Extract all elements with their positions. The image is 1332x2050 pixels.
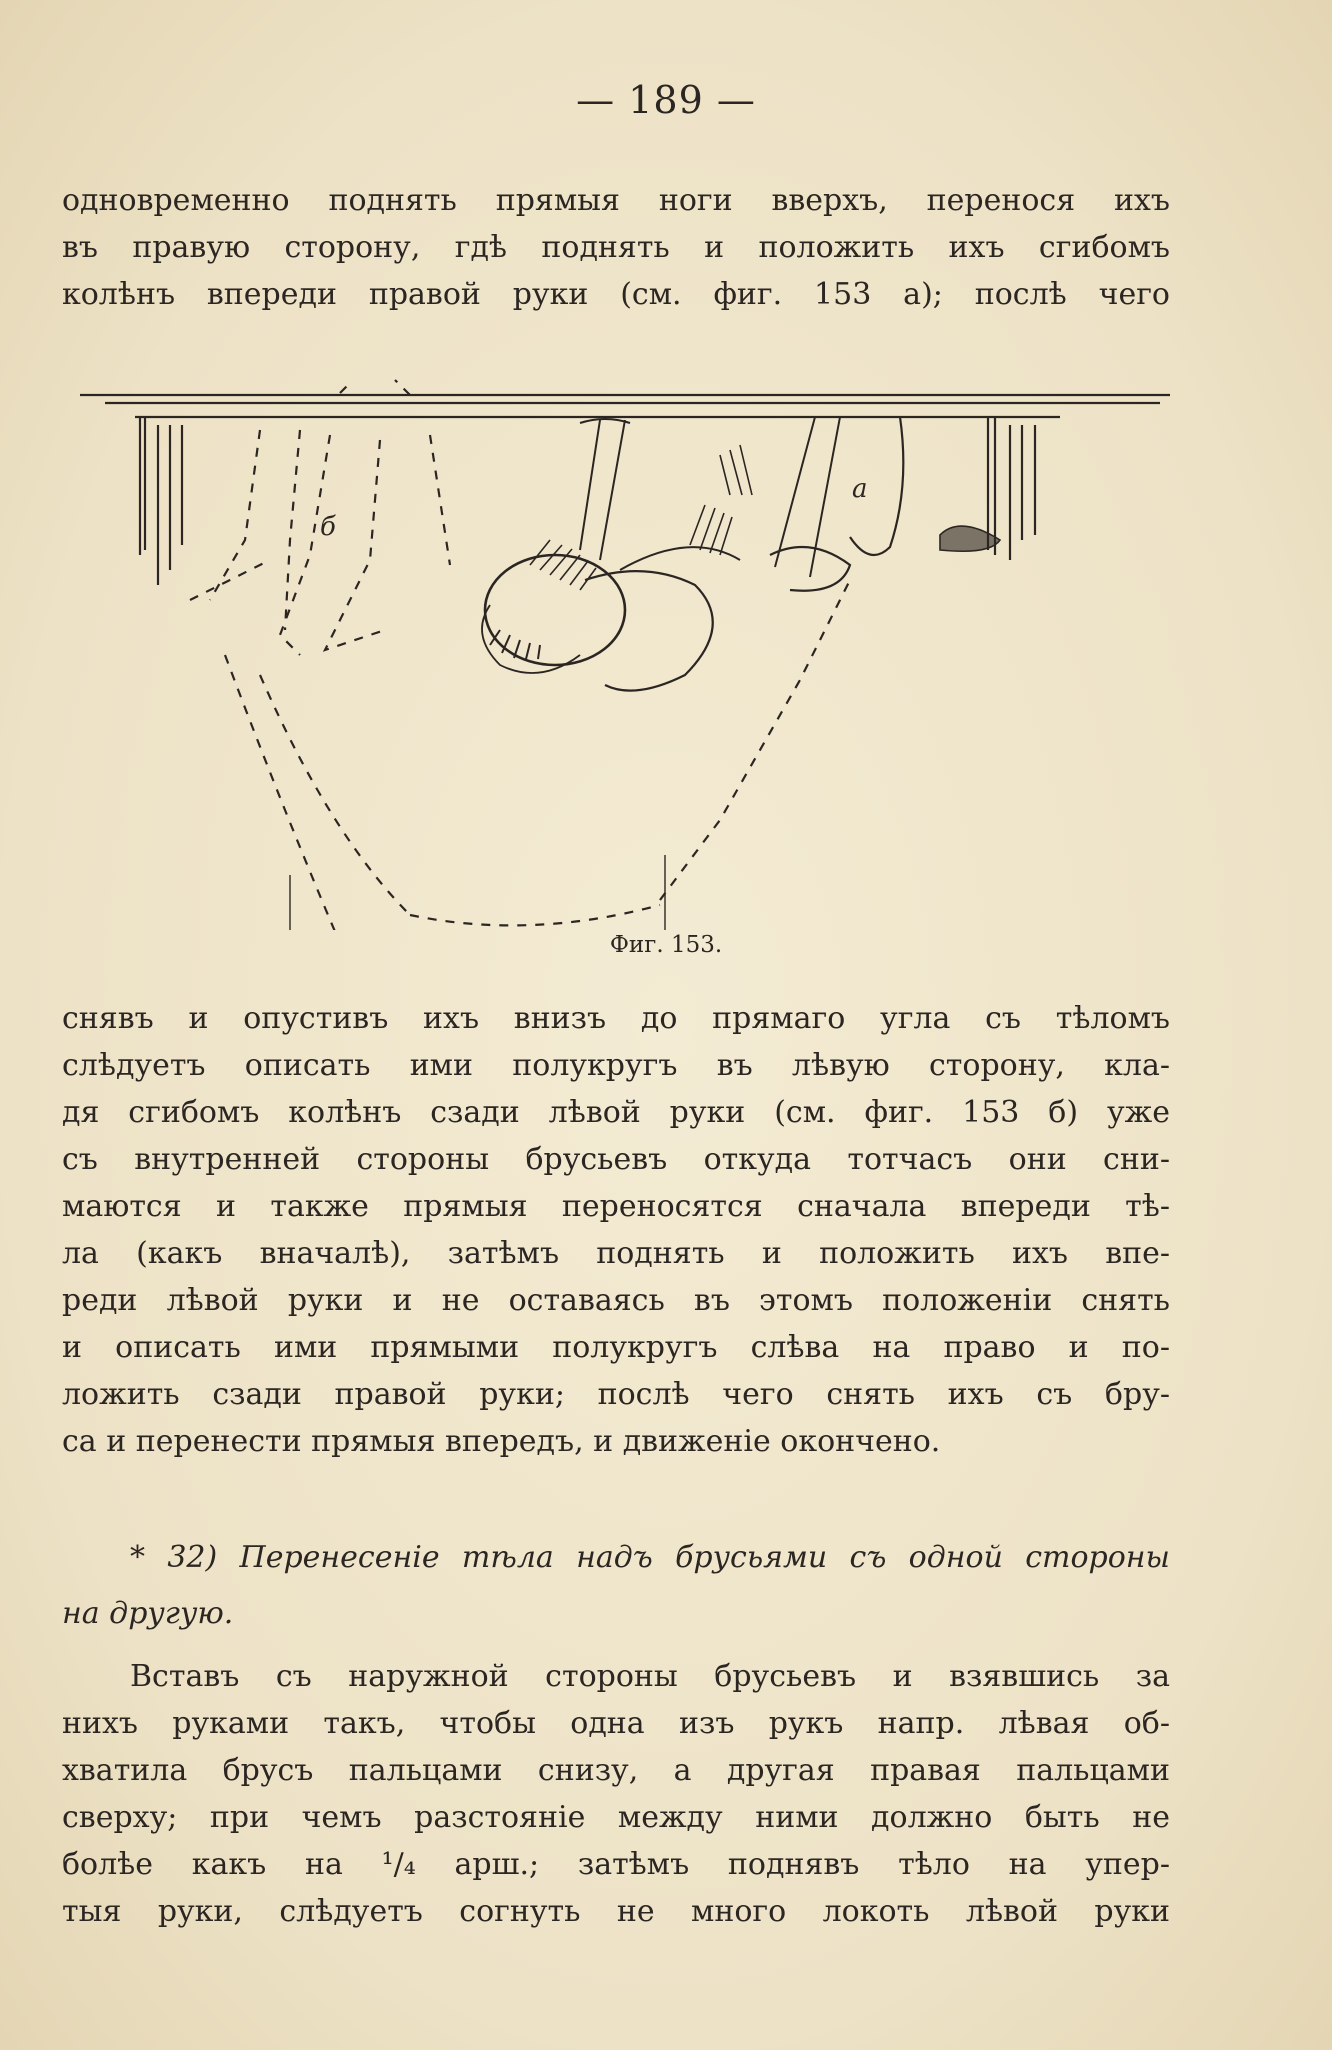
heading-line: * 32) Перенесенiе тѣла надъ брусьями съ одной стороны: [130, 1540, 1170, 1575]
text-line: съ внутренней стороны брусьевъ откуда тотчасъ они сни-: [62, 1142, 1170, 1177]
heading-line: на другую.: [62, 1596, 234, 1631]
text-line: колѣнъ впереди правой руки (см. фиг. 153 а); послѣ чего: [62, 277, 1170, 312]
text-line: слѣдуетъ описать ими полукругъ въ лѣвую сторону, кла-: [62, 1048, 1170, 1083]
text-line: са и перенести прямыя впередъ, и движенiе окончено.: [62, 1424, 941, 1459]
text-line: дя сгибомъ колѣнъ сзади лѣвой руки (см. фиг. 153 б) уже: [62, 1095, 1170, 1130]
text-line: маются и также прямыя переносятся сначала впереди тѣ-: [62, 1189, 1170, 1224]
section-heading: [62, 1530, 1170, 1642]
text-line: Вставъ съ наружной стороны брусьевъ и взявшись за: [130, 1659, 1170, 1694]
text-line: реди лѣвой руки и не оставаясь въ этомъ положенiи снять: [62, 1283, 1170, 1318]
paragraph-1: [62, 177, 1170, 318]
text-line: тыя руки, слѣдуетъ согнуть не много локоть лѣвой руки: [62, 1894, 1170, 1929]
figure-label-a: а: [852, 474, 868, 504]
text-line: сверху; при чемъ разстоянiе между ними должно быть не: [62, 1800, 1170, 1835]
text-line: нихъ руками такъ, чтобы одна изъ рукъ напр. лѣвая об-: [62, 1706, 1170, 1741]
text-line: хватила брусъ пальцами снизу, а другая правая пальцами: [62, 1753, 1170, 1788]
text-line: и описать ими прямыми полукругъ слѣва на право и по-: [62, 1330, 1170, 1365]
figure-label-b: б: [320, 512, 336, 542]
page-number: — 189 —: [576, 78, 756, 122]
gymnast-on-parallel-bars-drawing: [80, 355, 1180, 930]
paragraph-3: [62, 1653, 1170, 1935]
text-line: снявъ и опустивъ ихъ внизъ до прямаго угла съ тѣломъ: [62, 1001, 1170, 1036]
figure-153-illustration: [80, 355, 1180, 930]
figure-caption: Фиг. 153.: [609, 932, 723, 958]
paragraph-2: [62, 995, 1170, 1465]
text-line: ложить сзади правой руки; послѣ чего снять ихъ съ бру-: [62, 1377, 1170, 1412]
text-line: въ правую сторону, гдѣ поднять и положить ихъ сгибомъ: [62, 230, 1170, 265]
text-line: одновременно поднять прямыя ноги вверхъ, перенося ихъ: [62, 183, 1170, 218]
text-line: ла (какъ вначалѣ), затѣмъ поднять и положить ихъ впе-: [62, 1236, 1170, 1271]
text-line: болѣе какъ на ¹/₄ арш.; затѣмъ поднявъ тѣло на упер-: [62, 1847, 1170, 1882]
